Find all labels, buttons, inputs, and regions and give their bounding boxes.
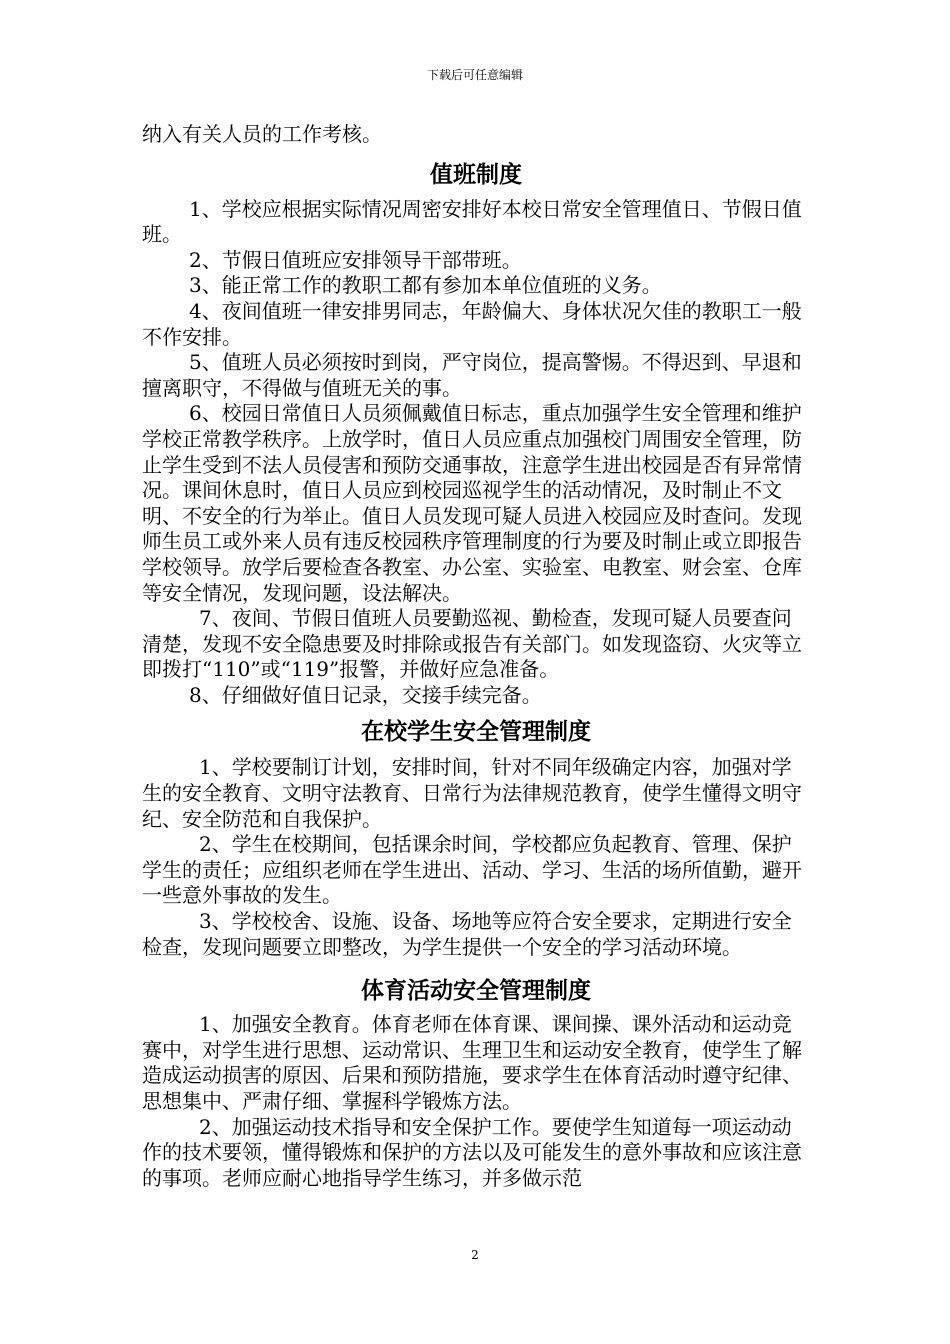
duty-item-8: 8、仔细做好值日记录，交接手续完备。 xyxy=(189,682,542,707)
duty-item-2: 2、节假日值班应安排领导干部带班。 xyxy=(189,247,522,272)
duty-item-6: 6、校园日常值日人员须佩戴值日标志，重点加强学生安全管理和维护学校正常教学秩序。上放学时，值日人员应重点加强校门周围安全管理，防止学生受到不法人员侵害和预防交通事故，注意学生进出校园是否有异常情况。课间休息时，值日人员应到校园巡视学生的活动情况，及时制止不文明、不安全的行为举止。值日人员发现可疑人员进入校园应及时查问。发现师生员工或外来人员有违反校园秩序管理制度的行为要及时制止或立即报告学校领导。放学后要检查各教室、办公室、实验室、电教室、财会室、仓库等安全情况，发现问题，设法解决。 xyxy=(142,401,802,605)
intro-paragraph: 纳入有关人员的工作考核。 xyxy=(142,122,382,146)
document-body xyxy=(142,122,810,1191)
section-title-student-safety: 在校学生安全管理制度 xyxy=(361,719,591,746)
page-number: 2 xyxy=(471,1248,479,1262)
duty-item-5: 5、值班人员必须按时到岗，严守岗位，提高警惕。不得迟到、早退和擅离职守，不得做与值班无关的事。 xyxy=(142,350,802,400)
duty-item-7: 7、夜间、节假日值班人员要勤巡视、勤检查，发现可疑人员要查问清楚，发现不安全隐患要及时排除或报告有关部门。如发现盗窃、火灾等立即拨打“110”或“119”报警，并做好应急准备。 xyxy=(142,606,802,682)
duty-item-1: 1、学校应根据实际情况周密安排好本校日常安全管理值日、节假日值班。 xyxy=(142,196,802,247)
duty-item-4: 4、夜间值班一律安排男同志，年龄偏大、身体状况欠佳的教职工一般不作安排。 xyxy=(142,298,802,349)
sports-safety-item-2: 2、加强运动技术指导和安全保护工作。要使学生知道每一项运动动作的技术要领，懂得锻炼和保护的方法以及可能发生的意外事故和应该注意的事项。老师应耐心地指导学生练习，并多做示范 xyxy=(142,1114,802,1190)
student-safety-item-2: 2、学生在校期间，包括课余时间，学校都应负起教育、管理、保护学生的责任；应组织老师在学生进出、活动、学习、生活的场所值勤，避开一些意外事故的发生。 xyxy=(142,832,802,908)
section-title-sports-safety: 体育活动安全管理制度 xyxy=(361,978,591,1005)
duty-item-3: 3、能正常工作的教职工都有参加本单位值班的义务。 xyxy=(189,273,662,298)
sports-safety-item-1: 1、加强安全教育。体育老师在体育课、课间操、课外活动和运动竞赛中，对学生进行思想、运动常识、生理卫生和运动安全教育，使学生了解造成运动损害的原因、后果和预防措施，要求学生在体育活动时遵守纪律、思想集中、严肃仔细、掌握科学锻炼方法。 xyxy=(142,1012,802,1113)
page-header: 下载后可任意编辑 xyxy=(426,68,523,82)
section-title-duty: 值班制度 xyxy=(430,161,522,188)
student-safety-item-1: 1、学校要制订计划，安排时间，针对不同年级确定内容，加强对学生的安全教育、文明守法教育、日常行为法律规范教育，使学生懂得文明守纪、安全防范和自我保护。 xyxy=(142,755,802,831)
student-safety-item-3: 3、学校校舍、设施、设备、场地等应符合安全要求，定期进行安全检查，发现问题要立即整改，为学生提供一个安全的学习活动环境。 xyxy=(142,909,792,959)
